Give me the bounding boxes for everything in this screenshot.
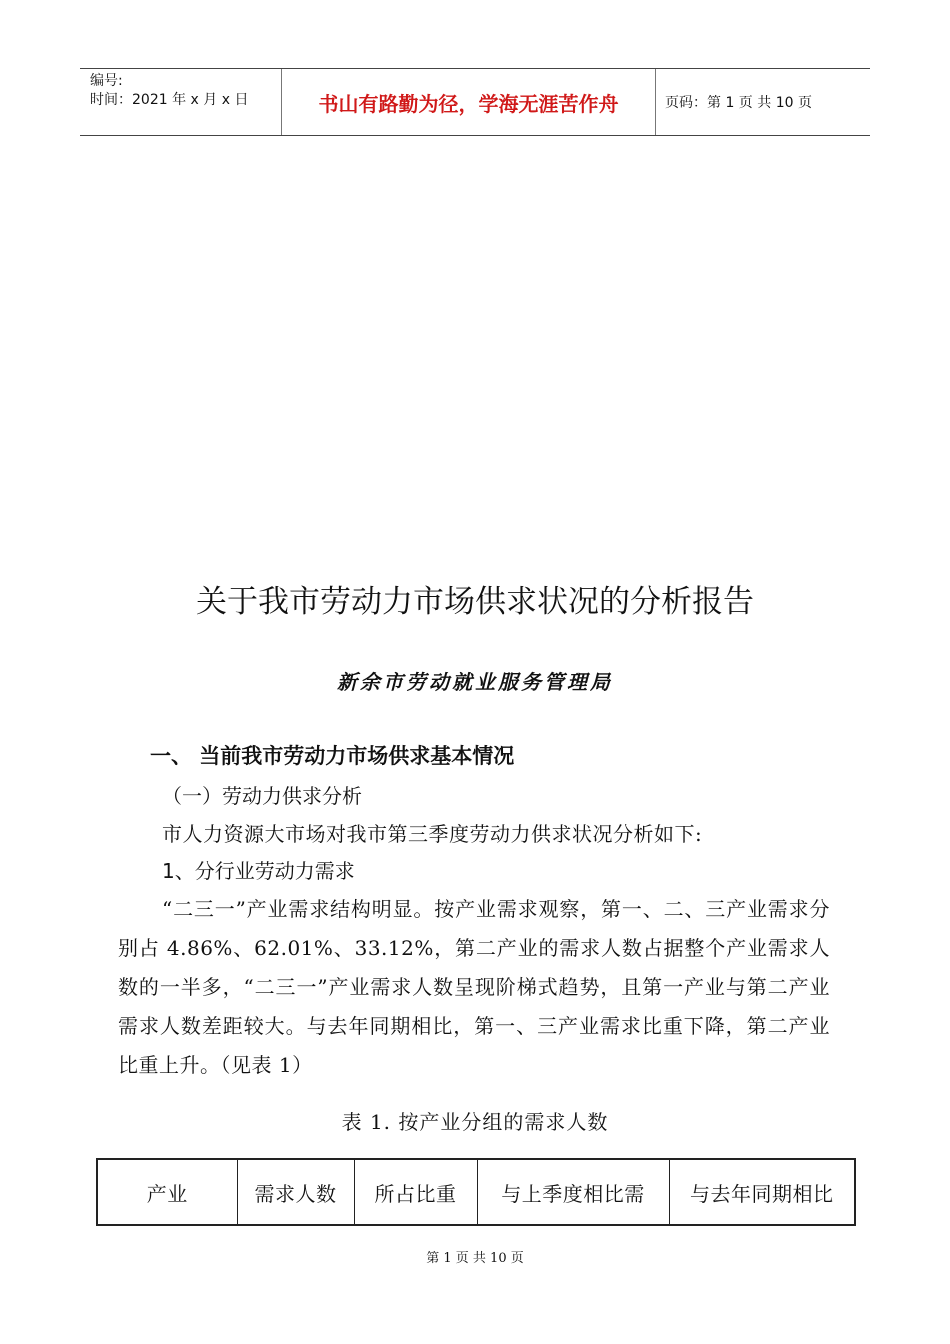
section-heading-1: 一、 当前我市劳动力市场供求基本情况 (150, 744, 515, 768)
industry-demand-table (96, 1158, 856, 1226)
paragraph-industry-demand: “二三一”产业需求结构明显。按产业需求观察，第一、二、三产业需求分别占 4.86%、62.01%、33.12%，第二产业的需求人数占据整个产业需求人数的一半多，“二三一”产业需求人数呈现阶梯式趋势，且第一产业与第二产业需求人数差距较大。与去年同期相比，第一、三产业需求比重下降，第二产业比重上升。（见表 1） (118, 897, 830, 1077)
table-header-cell: 与去年同期相比 (669, 1159, 855, 1225)
document-organization: 新余市劳动就业服务管理局 (337, 670, 613, 694)
table-header-row (97, 1159, 855, 1225)
table-header-cell: 与上季度相比需 (477, 1159, 669, 1225)
page-footer: 第 1 页 共 10 页 (426, 1251, 524, 1266)
header-page-info: 页码：第 1 页 共 10 页 (665, 95, 812, 111)
table-header-cell: 所占比重 (354, 1159, 477, 1225)
header-motto: 书山有路勤为径，学海无涯苦作舟 (282, 69, 656, 135)
table-caption: 表 1. 按产业分组的需求人数 (341, 1110, 609, 1134)
document-time-label: 时间：2021 年 x 月 x 日 (90, 92, 249, 108)
page-header (80, 68, 870, 136)
document-number-label: 编号: (90, 73, 123, 89)
paragraph-intro: 市人力资源大市场对我市第三季度劳动力供求状况分析如下: (162, 822, 703, 846)
table-header-cell: 产业 (97, 1159, 237, 1225)
document-title: 关于我市劳动力市场供求状况的分析报告 (196, 584, 754, 620)
header-meta (80, 69, 282, 135)
table-header-cell: 需求人数 (237, 1159, 354, 1225)
section-heading-1-1-1: 1、分行业劳动力需求 (162, 859, 355, 883)
section-heading-1-1: （一）劳动力供求分析 (162, 784, 362, 808)
